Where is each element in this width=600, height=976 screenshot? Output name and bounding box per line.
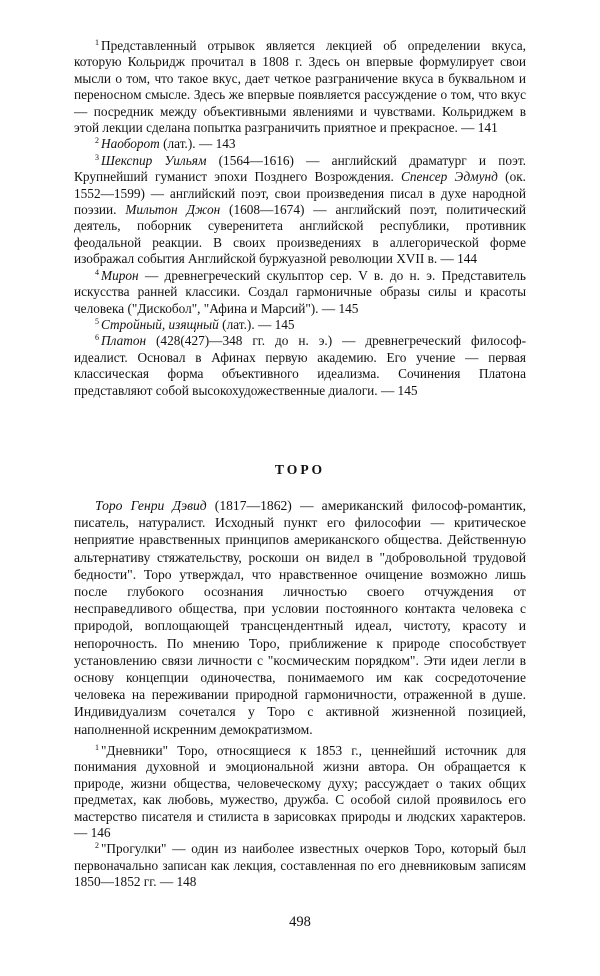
page-number: 498 [289,914,311,930]
text-run: — древнегреческий скульптор сер. V в. до н. э. Представитель искусства ранней классики. Создал гармоничные образы силы и красоты человека ("Дискобол", "Афина и Марсий"). — 145 [74,267,526,316]
footnote [74,38,526,136]
footnote [74,317,526,333]
italic-term: Стройный, изящный [101,316,219,332]
section-title: ТОРО [274,462,326,477]
footnote [74,153,526,268]
toro-biography [74,497,526,738]
footnote [74,333,526,399]
text-run: (1608—1674) — английский поэт, политический деятель, поборник суверенитета английской республики, противник феодальной реакции. В своих произведениях в аллегорической форме изображал события Английской буржуазной революции XVII в. — 144 [74,202,526,267]
text-run: "Прогулки" — один из наиболее известных очерков Торо, который был первоначально записан как лекция, составленная по его дневниковым записям 1850—1852 гг. — 148 [74,841,526,890]
text-run: (1817—1862) — американский философ-романтик, писатель, натуралист. Исходный пункт его философии — критическое неприятие нравственных принципов американского общества. Действенную альтернативу стяжательству, роскоши он видел в "добровольной трудовой бедности". Торо утверждал, что нравственное очищение возможно лишь после глубокого осознания личностью своего отчуждения от несправедливого общества, при условии постоянного контакта человека с природой, воплощающей трансцендентный идеал, чистоту, красоту и непорочность. По мнению Торо, приближение к природе способствует установлению связи личности с "космическим порядком". Эти идеи легли в основу концепции одиночества, понимаемого им как сосредоточение человека на переживании природной гармоничности, отраженной в душе. Индивидуализм сочетался у Торо с активной жизненной позицией, наполненной искренним демократизмом. [74,498,526,737]
footnote-number: 3 [95,152,99,162]
footnote-number: 2 [95,841,99,851]
footnote [74,743,526,841]
italic-term: Шекспир Уильям [101,152,207,168]
italic-term: Спенсер Эдмунд [401,169,498,185]
footnotes-top [74,38,526,399]
biography-paragraph [74,497,526,738]
text-run: (лат.). — 143 [159,136,236,152]
footnote [74,268,526,317]
italic-term: Наоборот [101,136,160,152]
text-run: (1564—1616) — английский драматург и поэт. Крупнейший гуманист эпохи Позднего Возрождения. [74,152,526,185]
italic-term: Мирон [101,267,139,283]
footnote [74,841,526,890]
footnote-number: 5 [95,316,99,326]
footnote-number: 1 [95,38,99,47]
footnote-number: 6 [95,333,99,343]
footnote [74,136,526,152]
footnote-number: 1 [95,743,99,752]
text-run: Представленный отрывок является лекцией об определении вкуса, которую Кольридж прочитал в 1808 г. Здесь он впервые формулирует свои мысли о том, что такое вкус, дает четкое разграничение вкуса в буквальном и переносном смысле. Здесь же впервые появляется рассуждение о том, что вкус — посредник между объективными явлениями и чувствами. Кольриджем в этой лекции сделана попытка разграничить приятное и прекрасное. — 141 [74,38,526,136]
text-run: (428(427)—348 гг. до н. э.) — древнегреческий философ-идеалист. Основал в Афинах первую академию. Его учение — первая классическая форма объективного идеализма. Сочинения Платона представляют собой высокохудожественные диалоги. — 145 [74,333,526,398]
italic-term: Торо Генри Дэвид [95,498,207,513]
text-run: "Дневники" Торо, относящиеся к 1853 г., ценнейший источник для понимания духовной и эмоциональной жизни автора. Он обращается к природе, жизни общества, человеческому духу; рассуждает о таких общих предметах, как любовь, мужество, дружба. С особой силой проявилось его мастерство писателя и стилиста в зарисовках природы и людских характеров. — 146 [74,743,526,841]
footnote-number: 4 [95,267,99,277]
footnotes-bottom [74,743,526,891]
text-run: (ок. 1552—1599) — английский поэт, свои произведения писал в духе народной поэзии. [74,169,526,218]
text-run: (лат.). — 145 [218,316,295,332]
italic-term: Платон [101,333,147,349]
footnote-number: 2 [95,136,99,146]
italic-term: Мильтон Джон [125,202,221,218]
